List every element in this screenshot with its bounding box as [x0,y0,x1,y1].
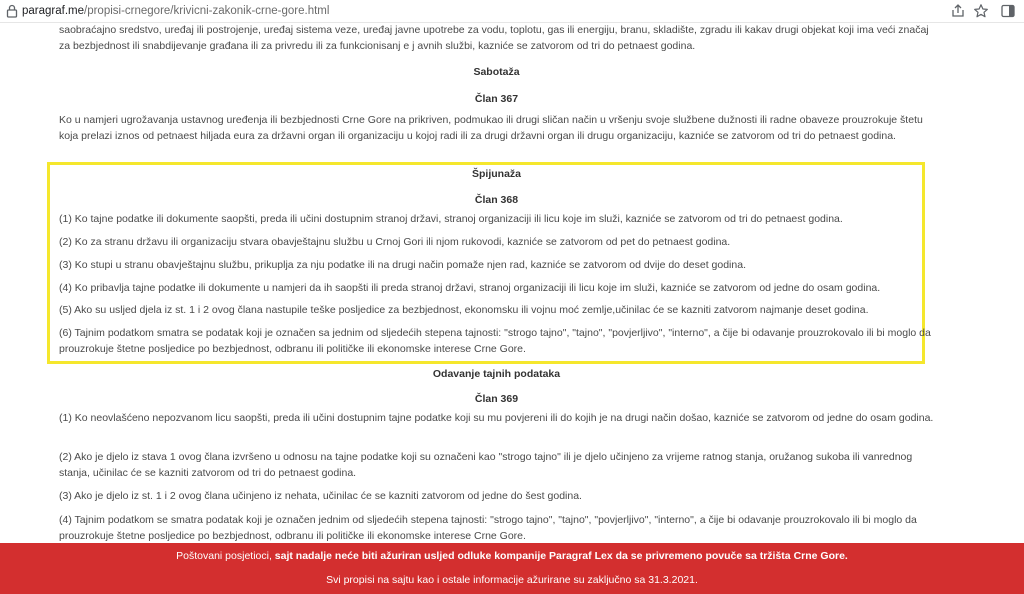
notice-banner [0,543,1024,594]
section-title: Odavanje tajnih podataka [432,368,561,380]
paragraph: Ko u namjeri ugrožavanja ustavnog uređenja ili bezbjednosti Crne Gore na prikriven, podmukao ili drugi sličan način u vršenju svoje službene dužnosti ili radne obaveze prouzrokuje štetu koja prelazi iznos od petnaest hiljada eura za državni organ ili organizaciju u kojoj radi ili za drugi državni organ ili drugu organizaciju, kazniće se zatvorom od tri do petnaest godina. [59,114,923,142]
url-field[interactable] [22,4,329,18]
paragraph: (1) Ko neovlašćeno nepozvanom licu saopšti, preda ili učini dostupnim tajne podatke koji su mu povjereni ili do kojih je na drugi način došao, kazniće se zatvorom od jedne do osam godina. [59,412,934,424]
article-number: Član 367 [474,93,519,105]
paragraph: (3) Ako je djelo iz st. 1 i 2 ovog člana učinjeno iz nehata, učinilac će se kazniti zatvorom od jedne do šest godina. [59,490,582,502]
intro-paragraph: saobraćajno sredstvo, uređaj ili postrojenje, uređaj sistema veze, uređaj javne upotrebe za vodu, toplotu, gas ili energiju, branu, skladište, zgradu ili kakav drugi objekat koji ima veći značaj za bezbjednost ili snabdijevanje građana ili za privredu ili za funkcionisanj e j avnih službi, kazniće se zatvorom od tri do petnaest godina. [59,24,929,52]
section-title: Sabotaža [473,66,520,78]
article-content [0,23,1024,543]
paragraph: (2) Ako je djelo iz stava 1 ovog člana izvršeno u odnosu na tajne podatke koji su označeni kao "strogo tajno" ili je djelo učinjeno za vrijeme ratnog stanja, oružanog sukoba ili vanrednog stanja, učinilac će se kazniti zatvorom od tri do petnaest godina. [59,451,913,479]
lock-icon[interactable] [6,4,18,18]
paragraph: (2) Ko za stranu državu ili organizaciju stvara obavještajnu službu u Crnoj Gori ili njom rukovodi, kazniće se zatvorom od pet do petnaest godina. [59,236,731,248]
url-path: /propisi-crnegore/krivicni-zakonik-crne-gore.html [84,5,330,17]
paragraph: (4) Ko pribavlja tajne podatke ili dokumente u namjeri da ih saopšti ili preda stranoj državi, stranoj organizaciji ili licu koje im služi, kazniće se zatvorom od jedne do osam godina. [59,282,881,294]
share-icon[interactable] [950,3,966,19]
sidebar-icon[interactable] [1000,3,1016,19]
article-number: Član 369 [474,393,519,405]
paragraph: (6) Tajnim podatkom smatra se podatak koji je označen sa jednim od sljedećih stepena tajnosti: "strogo tajno", "tajno", "povjerljivo", "interno", a čije bi odavanje prouzrokovalo ili bi moglo da prouzrokuje štetne posljedice po bezbjednost, odbranu ili političke ili ekonomske interese Crne Gore. [59,327,931,355]
banner-line-2: Svi propisi na sajtu kao i ostale informacije ažurirane su zaključno sa 31.3.2021. [326,574,698,586]
section-title: Špijunaža [471,168,521,180]
url-domain: paragraf.me [22,5,85,17]
article-number: Član 368 [474,194,519,206]
browser-address-bar [0,0,1024,23]
paragraph: (1) Ko tajne podatke ili dokumente saopšti, preda ili učini dostupnim stranoj državi, stranoj organizaciji ili licu koje im služi, kazniće se zatvorom od tri do petnaest godina. [59,213,843,225]
banner-line-1: Poštovani posjetioci, sajt nadalje neće biti ažuriran usljed odluke kompanije Paragraf Lex da se privremeno povuče sa tržišta Crne Gore. [176,550,848,562]
paragraph: (4) Tajnim podatkom se smatra podatak koji je označen jednim od sljedećih stepena tajnosti: "strogo tajno", "tajno", "povjerljivo", "interno", a čije bi odavanje prouzrokovalo ili bi moglo da prouzrokuje štetne posljedice po bezbjednost, odbranu ili političke ili ekonomske interese Crne Gore. [59,514,917,542]
star-icon[interactable] [973,3,989,19]
paragraph: (3) Ko stupi u stranu obavještajnu službu, prikuplja za nju podatke ili na drugi način pomaže njen rad, kazniće se zatvorom od dvije do deset godina. [59,259,746,271]
paragraph: (5) Ako su usljed djela iz st. 1 i 2 ovog člana nastupile teške posljedice za bezbjednost, ekonomsku ili vojnu moć zemlje,učinilac će se kazniti zatvorom najmanje deset godina. [59,304,869,316]
